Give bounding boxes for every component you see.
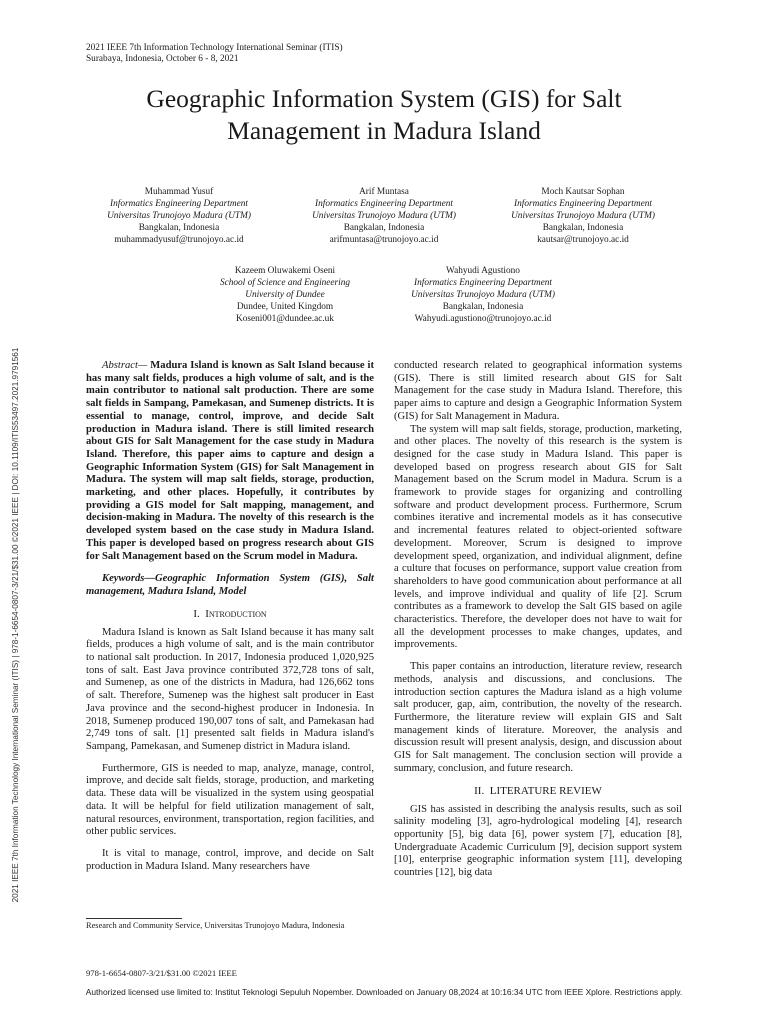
conference-location: Surabaya, Indonesia, October 6 - 8, 2021: [86, 54, 239, 64]
author-university: Universitas Trunojoyo Madura (UTM): [511, 211, 655, 221]
author-email: arifmuntasa@trunojoyo.ac.id: [329, 235, 439, 245]
author-name: Wahyudi Agustiono: [446, 266, 520, 276]
author-department: Informatics Engineering Department: [414, 278, 552, 288]
author-email: Wahyudi.agustiono@trunojoyo.ac.id: [414, 314, 552, 324]
author-university: Universitas Trunojoyo Madura (UTM): [107, 211, 251, 221]
paragraph: conducted research related to geographical information systems (GIS). There is still limited research about GIS for Salt Management for the case study in Madura Island. Therefore, this paper aims to capture and design a Geographic Information System (GIS) for Salt Management in Madura.: [394, 360, 682, 422]
paragraph: This paper contains an introduction, literature review, research methods, analysis and discussions, and conclusions. The introduction section captures the Madura island as a high volume salt producer, gap, aim, contribution, the novelty of the research. Furthermore, the literature review will explain GIS and Salt management kinds of literature. Moreover, the analysis and discussion result will present analysis, design, and discussion about GIS for Salt management. The conclusion section will provide a summary, conclusion, and future research.: [394, 661, 682, 774]
section-number: I.: [193, 607, 200, 620]
author-block: [279, 186, 489, 246]
isbn-line: 978-1-6654-0807-3/21/$31.00 ©2021 IEEE: [86, 968, 237, 978]
author-name: Kazeem Oluwakemi Oseni: [234, 266, 336, 276]
author-block: [478, 186, 688, 246]
keywords-label: Keywords—: [102, 573, 155, 585]
author-city: Bangkalan, Indonesia: [542, 223, 624, 233]
author-name: Muhammad Yusuf: [144, 187, 214, 197]
author-university: University of Dundee: [245, 290, 325, 300]
section-heading-literature-review: [394, 784, 682, 798]
author-department: Informatics Engineering Department: [110, 199, 248, 209]
section-number: II.: [474, 784, 485, 797]
author-university: Universitas Trunojoyo Madura (UTM): [312, 211, 456, 221]
paper-title-line-2: Management in Madura Island: [227, 116, 541, 145]
section-title: LITERATURE REVIEW: [489, 784, 602, 797]
paper-title-line-1: Geographic Information System (GIS) for Salt: [146, 84, 622, 113]
paragraph: Madura Island is known as Salt Island because it has many salt fields, produces a high volume of salt, and is the main contributor to national salt production. In 2017, Indonesia produced 1,020,925 tons of salt. East Java province contributed 372,728 tons of salt, and Sumenep, as one of the districts in Madura, had 126,662 tons of salt. Therefore, Sumenep was the highest salt producer in East Java province and the second-highest producer in Indonesia. In 2018, Sumenep produced 190,007 tons of salt, and Pamekasan had 2,749 tons of salt. [1] presented salt fields in Madura island's Sampang, Pamekasan, and Sumenep district in Madura island.: [86, 626, 374, 752]
paper-title: [60, 83, 708, 147]
author-block: [180, 265, 390, 325]
authorized-use-notice: Authorized licensed use limited to: Institut Teknologi Sepuluh Nopember. Downloaded on January 08,2024 at 10:16:34 UTC from IEEE Xplore. Restrictions apply.: [85, 987, 683, 997]
author-block: [74, 186, 284, 246]
keywords: [86, 573, 374, 598]
author-university: Universitas Trunojoyo Madura (UTM): [411, 290, 555, 300]
author-department: School of Science and Engineering: [219, 278, 351, 288]
author-email: kautsar@trunojoyo.ac.id: [537, 235, 629, 245]
author-name: Moch Kautsar Sophan: [541, 187, 625, 197]
author-city: Bangkalan, Indonesia: [138, 223, 220, 233]
author-name: Arif Muntasa: [359, 187, 409, 197]
conference-header: [86, 43, 343, 65]
abstract: [86, 360, 374, 563]
author-department: Informatics Engineering Department: [514, 199, 652, 209]
side-doi-text: 2021 IEEE 7th Information Technology International Seminar (ITIS) | 978-1-6654-0807-3/21/$31.00 ©2021 IEEE | DOI: 10.1109/ITIS53497.2021.9791561: [11, 347, 20, 903]
abstract-label: Abstract—: [102, 360, 148, 371]
abstract-text: Madura Island is known as Salt Island because it has many salt fields, produces a high volume of salt, and is the main contributor to national salt production. There are some salt fields in Sampang, Pamekasan, and Sumenep districts. It is essential to manage, control, improve, and decide Salt production in Madura island. There is still limited research about GIS for Salt Management for the case study in Madura Island. Therefore, this paper aims to capture and design a Geographic Information System (GIS) for Salt Management in Madura. The system will map salt fields, storage, production, marketing, and other places. Hopefully, it contributes by providing a GIS model for Salt mapping, management, and decision-making in Madura. The novelty of this research is the developed system based on the case study in Madura Island. This paper is developed based on progress research about GIS for Salt Management based on the Scrum model in Madura.: [86, 360, 374, 562]
paragraph: It is vital to manage, control, improve, and decide on Salt production in Madura Island. Many researchers have: [86, 847, 374, 872]
left-column: [86, 360, 374, 873]
author-city: Bangkalan, Indonesia: [343, 223, 425, 233]
keywords-text: Geographic Information System (GIS), Salt management, Madura Island, Model: [86, 573, 374, 597]
section-heading-introduction: [86, 607, 374, 621]
paragraph: The system will map salt fields, storage, production, marketing, and other places. The novelty of this research is the system is designed for the case study in Madura Island. This paper is developed based on progress research about GIS for Salt Management based on the Scrum model in Madura. Scrum is a framework to provide stages for organizing and controlling software and product development process. Furthermore, Scrum combines iterative and incremental models as it has consecutive and incremental features related to object-oriented software development. Moreover, Scrum is designed to improve development speed, organization, and individual alignment, define a culture that focuses on performance, support value creation from shareholders to have good communication about performance at all levels, and improve individual and quality of life [2]. Scrum contributes as a framework to develop the Salt GIS based on agile characteristics. Therefore, the developer does not have to wait for all the development processes to make changes, updates, and improvements.: [394, 423, 682, 651]
author-department: Informatics Engineering Department: [315, 199, 453, 209]
author-city: Bangkalan, Indonesia: [442, 302, 524, 312]
footnote-rule: [86, 918, 182, 919]
right-column: [394, 360, 682, 880]
author-block: [378, 265, 588, 325]
paragraph: GIS has assisted in describing the analysis results, such as soil salinity modeling [3], agro-hydrological modeling [4], research opportunity [5], big data [6], power system [7], education [8], Undergraduate Academic Curriculum [9], decision support system [10], enterprise geographic information system [11], developing countries [12], big data: [394, 803, 682, 879]
paragraph: Furthermore, GIS is needed to map, analyze, manage, control, improve, and decide salt fields, storage, production, and marketing data. These data will be visualized in the system using geospatial data. It will be helpful for field utilization management of salt, natural resources, environment, transportation, region facilities, and other public services.: [86, 762, 374, 838]
author-city: Dundee, United Kingdom: [236, 302, 334, 312]
author-email: muhammadyusuf@trunojoyo.ac.id: [114, 235, 244, 245]
section-title: Introduction: [205, 607, 267, 620]
conference-name: 2021 IEEE 7th Information Technology International Seminar (ITIS): [86, 43, 343, 53]
footnote: Research and Community Service, Universitas Trunojoyo Madura, Indonesia: [86, 921, 345, 930]
author-email: Koseni001@dundee.ac.uk: [236, 314, 334, 324]
